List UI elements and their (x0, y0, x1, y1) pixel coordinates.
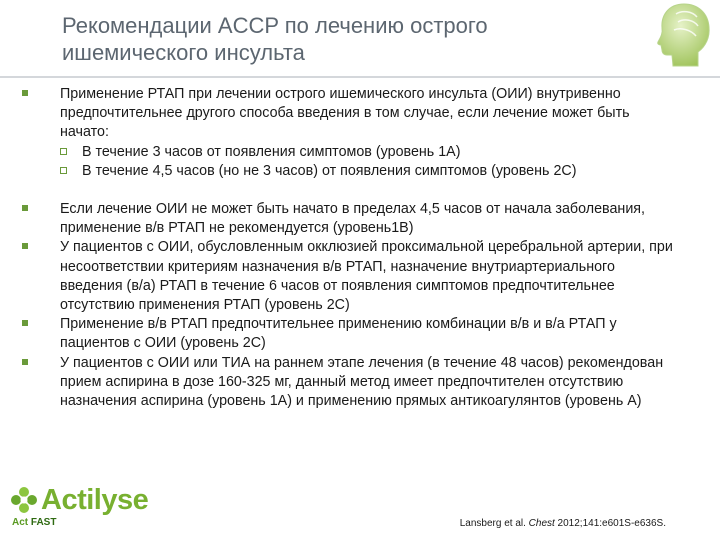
citation (460, 518, 666, 529)
bullet-marker (22, 205, 28, 211)
bullet-item (22, 200, 677, 238)
sub-bullet-text: В течение 3 часов от появления симптомов (уровень 1А) (82, 143, 461, 160)
citation-details: 2012;141:e601S-e636S. (554, 518, 666, 529)
bullet-item (22, 354, 677, 412)
sub-bullet-marker (60, 148, 67, 155)
sub-bullet-item (22, 143, 677, 162)
human-head-profile-icon (654, 0, 714, 72)
bullet-text: Если лечение ОИИ не может быть начато в пределах 4,5 часов от начала заболевания, применение в/в РТАП не рекомендуется (уровень1В) (60, 201, 646, 237)
spacer (22, 181, 677, 200)
sub-bullet-text: В течение 4,5 часов (но не 3 часов) от появления симптомов (уровень 2С) (82, 162, 577, 179)
bullet-item (22, 238, 677, 315)
sub-bullet-item (22, 162, 677, 181)
bullet-text: Применение в/в РТАП предпочтительнее применению комбинации в/в и в/а РТАП у пациентов с ОИИ (уровень 2С) (60, 316, 617, 352)
sub-bullet-marker (60, 167, 67, 174)
bullet-item (22, 315, 677, 353)
slide-title: Рекомендации ACCP по лечению острого ишемического инсульта (62, 13, 488, 65)
bullet-marker (22, 243, 28, 249)
bullet-text: У пациентов с ОИИ или ТИА на раннем этапе лечения (в течение 48 часов) рекомендован прием аспирина в дозе 160-325 мг, данный метод имеет предпочтителен отсутствию назначения аспирина (уровень 1А) и применению прямых антикоагулянтов (уровень А) (60, 354, 664, 410)
bullet-item (22, 85, 677, 143)
brand-tagline-act: Act (12, 517, 29, 528)
brand-tagline (12, 517, 148, 528)
bullet-marker (22, 359, 28, 365)
brand-logo (10, 484, 148, 528)
bullet-text: У пациентов с ОИИ, обусловленным окклюзией проксимальной церебральной артерии, при несоответствии критериям назначения в/в РТАП, назначение внутриартериального введения (в/а) РТАП в течение 6 часов от появления симптомов предпочтительнее отсутствию применения РТАП (уровень 2С) (60, 239, 673, 314)
citation-authors: Lansberg et al. (459, 518, 529, 529)
brand-tagline-fast: FAST (30, 517, 57, 528)
slide-content (22, 85, 677, 411)
citation-journal: Chest (528, 518, 555, 529)
actilyse-flower-logo-icon (10, 486, 38, 514)
brand-name: Actilyse (41, 484, 149, 516)
bullet-marker (22, 90, 28, 96)
title-divider (0, 76, 720, 78)
bullet-marker (22, 320, 28, 326)
bullet-text: Применение РТАП при лечении острого ишемического инсульта (ОИИ) внутривенно предпочтительнее другого способа введения в том случае, если лечение может быть начато: (60, 86, 630, 141)
